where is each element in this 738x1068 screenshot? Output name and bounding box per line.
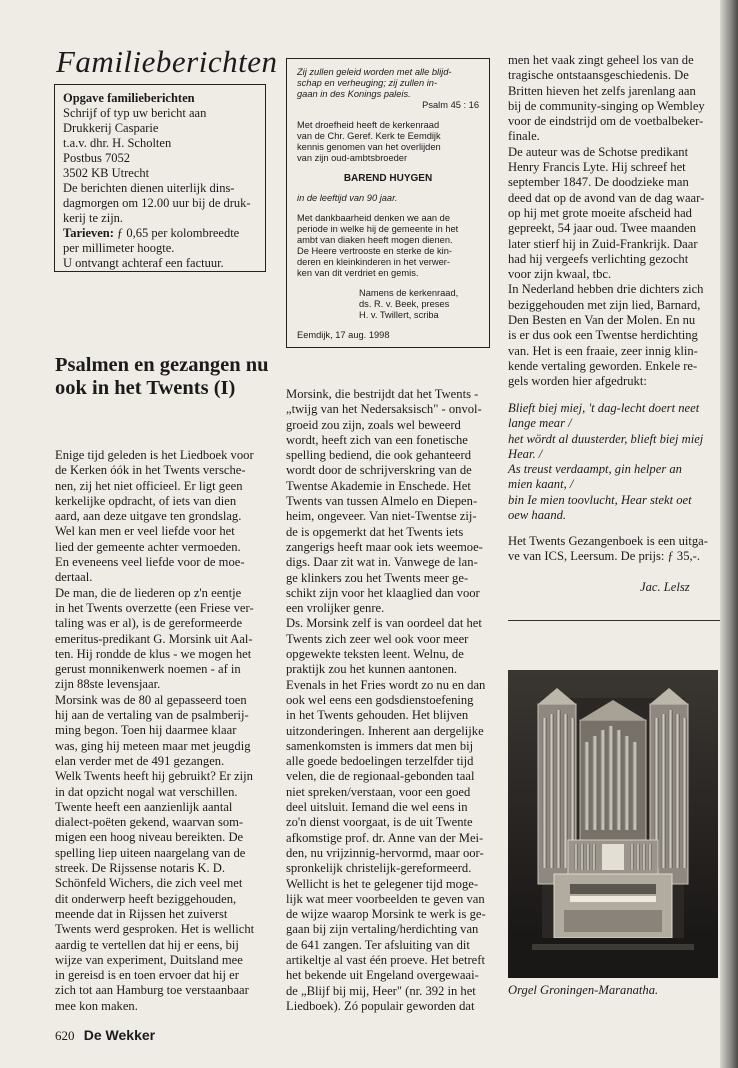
text-line: Twents zich zeer wel ook voor meer — [286, 631, 469, 646]
text-line: had hij vergeefs verlichting gezocht — [508, 251, 689, 266]
photo-caption: Orgel Groningen-Maranatha. — [508, 983, 659, 997]
text-line: Morsink was de 80 al gepasseerd toen — [55, 692, 247, 707]
article-column-1 — [55, 448, 254, 1014]
notice-intro-line: kennis genomen van het overlijden — [297, 142, 441, 152]
text-line: deel uitsluit. Iemand die wel eens in — [286, 800, 468, 815]
text-line: Enige tijd geleden is het Liedboek voor — [55, 448, 254, 462]
article-title-line: Psalmen en gezangen nu — [55, 354, 269, 376]
text-line: Evenals in het Fries wordt zo nu en dan — [286, 677, 486, 692]
quote-reference: Psalm 45 : 16 — [422, 100, 479, 110]
text-line: opgewekte teksten leent. Welnu, de — [286, 647, 464, 662]
notice-intro-line: van zijn oud-ambtsbroeder — [297, 153, 408, 163]
notice-body-line: ambt van diaken heeft mogen dienen. — [297, 235, 453, 245]
text-line: Morsink, die bestrijdt dat het Twents - — [286, 387, 479, 401]
text-line: Twents van tussen Almelo en Diepen- — [286, 494, 478, 509]
text-line: wijze van experiment, Duitsland mee — [55, 952, 243, 967]
signature-line: Namens de kerkenraad, — [359, 288, 459, 298]
text-line: taling was er al), is de gereformeerde — [55, 616, 243, 631]
text-line: bij de community-singing op Wembley — [508, 98, 705, 113]
text-line: september 1847. De doodzieke man — [508, 175, 689, 190]
divider — [508, 620, 720, 621]
text-line: Liedboek). Zó populair geworden dat — [286, 998, 475, 1013]
text-line: artikeltje al vast één proeve. Het betreft — [286, 952, 485, 967]
text-line: zangerigs heeft maar ook iets weemoe- — [286, 539, 483, 554]
deceased-name: BAREND HUYGEN — [343, 173, 433, 184]
text-line: Welk Twents heeft hij gebruikt? Er zijn — [55, 769, 253, 784]
poem-excerpt — [508, 401, 703, 523]
text-line: Henry Francis Lyte. Hij schreef het — [508, 160, 686, 175]
text-line: schikt zijn voor het klaaglied dan voor — [286, 585, 480, 600]
text-line: de is opgemerkt dat het Twents iets — [286, 524, 464, 539]
text-line: migen een hoog niveau bereikten. De — [55, 830, 244, 845]
text-line: Twente heeft een aanzienlijk aantal — [55, 799, 233, 814]
info-line: kerij te zijn. — [63, 211, 124, 225]
place-date: Eemdijk, 17 aug. 1998 — [297, 330, 390, 340]
text-line: In Nederland hebben drie dichters zich — [508, 282, 704, 297]
info-line: 3502 KB Utrecht — [63, 166, 150, 180]
notice-body-line: ken van dit verdriet en gemis. — [297, 268, 419, 278]
text-line: in het Twents gehouden. Het blijven — [286, 708, 469, 723]
text-line: Wellicht is het te gelegener tijd moge- — [286, 876, 479, 891]
text-line: zo'n dienst voorgaat, is de uit Twente — [286, 815, 473, 830]
text-line: gerust monnikenwerk noemen - af in — [55, 662, 241, 677]
family-notice-info-box — [54, 84, 266, 272]
text-line: praktijk zou het kunnen aantonen. — [286, 662, 458, 677]
text-line: van. Het is een fraaie, zeer innig klin- — [508, 343, 698, 358]
quote-line: schap en verheuging; zij zullen in- — [297, 78, 438, 88]
poem-line: As treust verdaampt, gin helper an — [508, 462, 682, 477]
article-title-line: ook in het Twents (I) — [55, 377, 236, 399]
notice-intro-line: Met droefheid heeft de kerkenraad — [297, 120, 440, 130]
signature-line: ds. R. v. Beek, preses — [359, 299, 450, 309]
text-line: spelling liep uiteen naargelang van de — [55, 845, 246, 860]
text-line: in gereisd is en toen ervoer dat hij er — [55, 968, 239, 983]
text-line: uitzonderingen. Inherent aan dergelijke — [286, 723, 484, 738]
text-line: dialect-poëten gekend, waarvan som- — [55, 815, 244, 830]
text-line: Britten hieven het zelfs jarenlang aan — [508, 83, 696, 98]
text-line: ten. Hij rondde de klus - we mogen het — [55, 646, 252, 661]
article-author: Jac. Lelsz — [640, 580, 690, 594]
text-line: lied der gemeente achter vermoeden. — [55, 539, 241, 554]
text-line: samenkomsten is immers dat men bij — [286, 738, 474, 753]
text-line: spelling bediend, die ook gehanteerd — [286, 448, 472, 463]
text-line: is er dus ook een Twentse herdichting — [508, 328, 698, 343]
text-line: meende dat in Rijssen het zuiverst — [55, 906, 228, 921]
text-line: de Kerken óók in het Twents versche- — [55, 463, 246, 478]
text-line: mee kon maken. — [55, 998, 138, 1013]
text-line: de 641 zangen. Ter afsluiting van dit — [286, 937, 470, 952]
text-line: Twentse Akademie in Enschede. Het — [286, 478, 471, 493]
text-line: dertaal. — [55, 570, 93, 585]
text-line: Wel kan men er veel liefde voor het — [55, 524, 235, 539]
closing-paragraph — [508, 534, 708, 565]
text-line: in dat opzicht nogal wat verschillen. — [55, 784, 238, 799]
notice-intro-line: van de Chr. Geref. Kerk te Eemdijk — [297, 131, 441, 141]
text-line: wordt door de schrijverskring van de — [286, 463, 472, 478]
info-line: Drukkerij Casparie — [63, 121, 159, 135]
text-line: dit onderwerp heeft beziggehouden, — [55, 891, 237, 906]
deceased-age: in de leeftijd van 90 jaar. — [297, 193, 398, 203]
text-line: den, nu vrijzinnig-hervormd, maar oor- — [286, 845, 484, 860]
poem-line: lange mear / — [508, 416, 572, 431]
text-line: zich tot aan Hamburg toe verstaanbaar — [55, 983, 249, 998]
text-line: het bekende uit Engeland overgewaai- — [286, 968, 479, 983]
notice-body-line: Met dankbaarheid denken we aan de — [297, 213, 450, 223]
quote-line: Zij zullen geleid worden met alle blijd- — [297, 67, 452, 77]
text-line: Ds. Morsink zelf is van oordeel dat het — [286, 616, 482, 631]
section-heading: Familieberichten — [56, 44, 278, 79]
text-line: kerkelijke opdracht, of iets van dien — [55, 493, 237, 508]
info-box-title: Opgave familieberichten — [63, 91, 195, 105]
text-line: aardig te vertellen dat hij er eens, bij — [55, 937, 239, 952]
text-line: beziggehouden met zijn lied, Barnard, — [508, 297, 701, 312]
text-line: finale. — [508, 129, 540, 144]
organ-illustration — [508, 670, 718, 978]
text-line: niet spreken/verstaan, voor een goed — [286, 784, 471, 799]
page-footer — [55, 1027, 155, 1044]
page-number: 620 — [55, 1028, 75, 1043]
text-line: men het vaak zingt geheel los van de — [508, 53, 694, 67]
text-line: heim, ongeveer. Van niet-Twentse zij- — [286, 509, 477, 524]
text-line: emeritus-predikant G. Morsink uit Aal- — [55, 631, 253, 646]
text-line: digs. Daar zit wat in. Vanwege de lan- — [286, 555, 478, 570]
text-line: aard, aan deze uitgave ten grondslag. — [55, 509, 242, 524]
poem-line: oew haand. — [508, 508, 567, 523]
notice-body-line: periode in welke hij de gemeente in het — [297, 224, 459, 234]
text-line: groeid zou zijn, zoals wel beweerd — [286, 417, 461, 432]
text-line: een vrolijker genre. — [286, 601, 385, 616]
text-line: ve van ICS, Leersum. De prijs: ƒ 35,-. — [508, 549, 701, 564]
info-line: per millimeter hoogte. — [63, 241, 175, 255]
poem-line: Blieft biej miej, 't dag-lecht doert neet — [508, 401, 700, 415]
text-line: „twijg van het Nedersaksisch" - onvol- — [286, 402, 482, 417]
article-title — [55, 354, 269, 400]
text-line: de wijze waarop Morsink te werk is ge- — [286, 907, 486, 922]
text-line: voor zijn kwaal, tbc. — [508, 267, 612, 282]
text-line: ge klinkers zou het Twents meer ge- — [286, 570, 469, 585]
page-edge — [720, 0, 738, 1068]
info-line: Schrijf of typ uw bericht aan — [63, 106, 207, 120]
info-line: De berichten dienen uiterlijk dins- — [63, 181, 235, 195]
text-line: De man, die de liederen op z'n eentje — [55, 585, 242, 600]
text-line: wordt, heeft zich van een fonetische — [286, 432, 468, 447]
text-line: de „Blijf bij mij, Heer" (nr. 392 in het — [286, 983, 476, 998]
text-line: nen, zij het niet officieel. Er ligt geen — [55, 478, 243, 493]
text-line: was, ging hij meteen maar met jeugdig — [55, 738, 251, 753]
text-line: De auteur was de Schotse predikant — [508, 144, 689, 159]
text-line: En eveneens veel liefde voor de moe- — [55, 555, 245, 570]
text-line: elan verder met de 491 gezangen. — [55, 753, 225, 768]
quote-line: gaan in des Konings paleis. — [297, 89, 411, 99]
tariff-value: ƒ 0,65 per kolombreedte — [113, 226, 240, 240]
text-line: velen, die de regionaal-gebonden taal — [286, 769, 475, 784]
text-line: gepreekt, 54 jaar oud. Twee maanden — [508, 221, 697, 236]
text-line: Het Twents Gezangenboek is een uitga- — [508, 534, 708, 548]
notice-body-line: deren en kleinkinderen in het verwer- — [297, 257, 450, 267]
info-line: Postbus 7052 — [63, 151, 131, 165]
text-line: hij aan de vertaling van de psalmberij- — [55, 708, 249, 723]
text-line: gaan bij zijn vertaling/herdichting van — [286, 922, 479, 937]
text-line: Den Besten en Van der Molen. En nu — [508, 313, 696, 328]
text-line: gels worden hier afgedrukt: — [508, 374, 647, 389]
magazine-name: De Wekker — [83, 1027, 156, 1043]
text-line: Twents werd gesproken. Het is wellicht — [55, 922, 255, 937]
text-line: zijn 88ste levensjaar. — [55, 677, 161, 692]
text-line: alle goede bedoelingen terzelfder tijd — [286, 754, 474, 769]
poem-line: bin Ie mien toovlucht, Hear stekt oet — [508, 492, 692, 507]
death-notice — [286, 58, 490, 348]
text-line: voor de eindstrijd om de voetbalbeker- — [508, 114, 704, 129]
text-line: kende vertaling geworden. Enkele re- — [508, 358, 698, 373]
tariff-label: Tarieven: — [63, 226, 114, 240]
text-line: streek. De Rijssense notaris K. D. — [55, 861, 225, 876]
text-line: later stierf hij in Zuid-Frankrijk. Daar — [508, 236, 698, 251]
text-line: op hij met grote moeite afscheid had — [508, 205, 692, 220]
info-line: U ontvangt achteraf een factuur. — [63, 256, 224, 270]
notice-body-line: De Heere vertrooste en sterke de kin- — [297, 246, 453, 256]
text-line: afkomstige prof. dr. Anne van der Mei- — [286, 830, 484, 845]
info-line: dagmorgen om 12.00 uur bij de druk- — [63, 196, 251, 210]
text-line: deed dat op de avond van de dag waar- — [508, 190, 705, 205]
article-column-3 — [508, 53, 705, 390]
tariff-line — [63, 226, 257, 241]
poem-line: mien kaant, / — [508, 477, 574, 492]
text-line: Schönfeld Wichers, die zich veel met — [55, 876, 243, 891]
text-line: tragische ontstaansgeschiedenis. De — [508, 68, 689, 83]
text-line: lijk wat meer voorbeelden te geven van — [286, 891, 485, 906]
text-line: ook wel eens een godsdienstoefening — [286, 692, 474, 707]
organ-photo — [508, 670, 718, 978]
info-line: t.a.v. dhr. H. Scholten — [63, 136, 172, 150]
text-line: spronkelijk christelijk-gereformeerd. — [286, 861, 472, 876]
signature-line: H. v. Twillert, scriba — [359, 310, 439, 320]
poem-line: het wördt al duusterder, blieft biej miej — [508, 431, 704, 446]
text-line: ming begon. Toen hij daarmee klaar — [55, 723, 237, 738]
article-column-2 — [286, 387, 486, 1014]
text-line: in het Twents overzette (een Friese ver- — [55, 600, 254, 615]
poem-line: Hear. / — [508, 446, 543, 461]
